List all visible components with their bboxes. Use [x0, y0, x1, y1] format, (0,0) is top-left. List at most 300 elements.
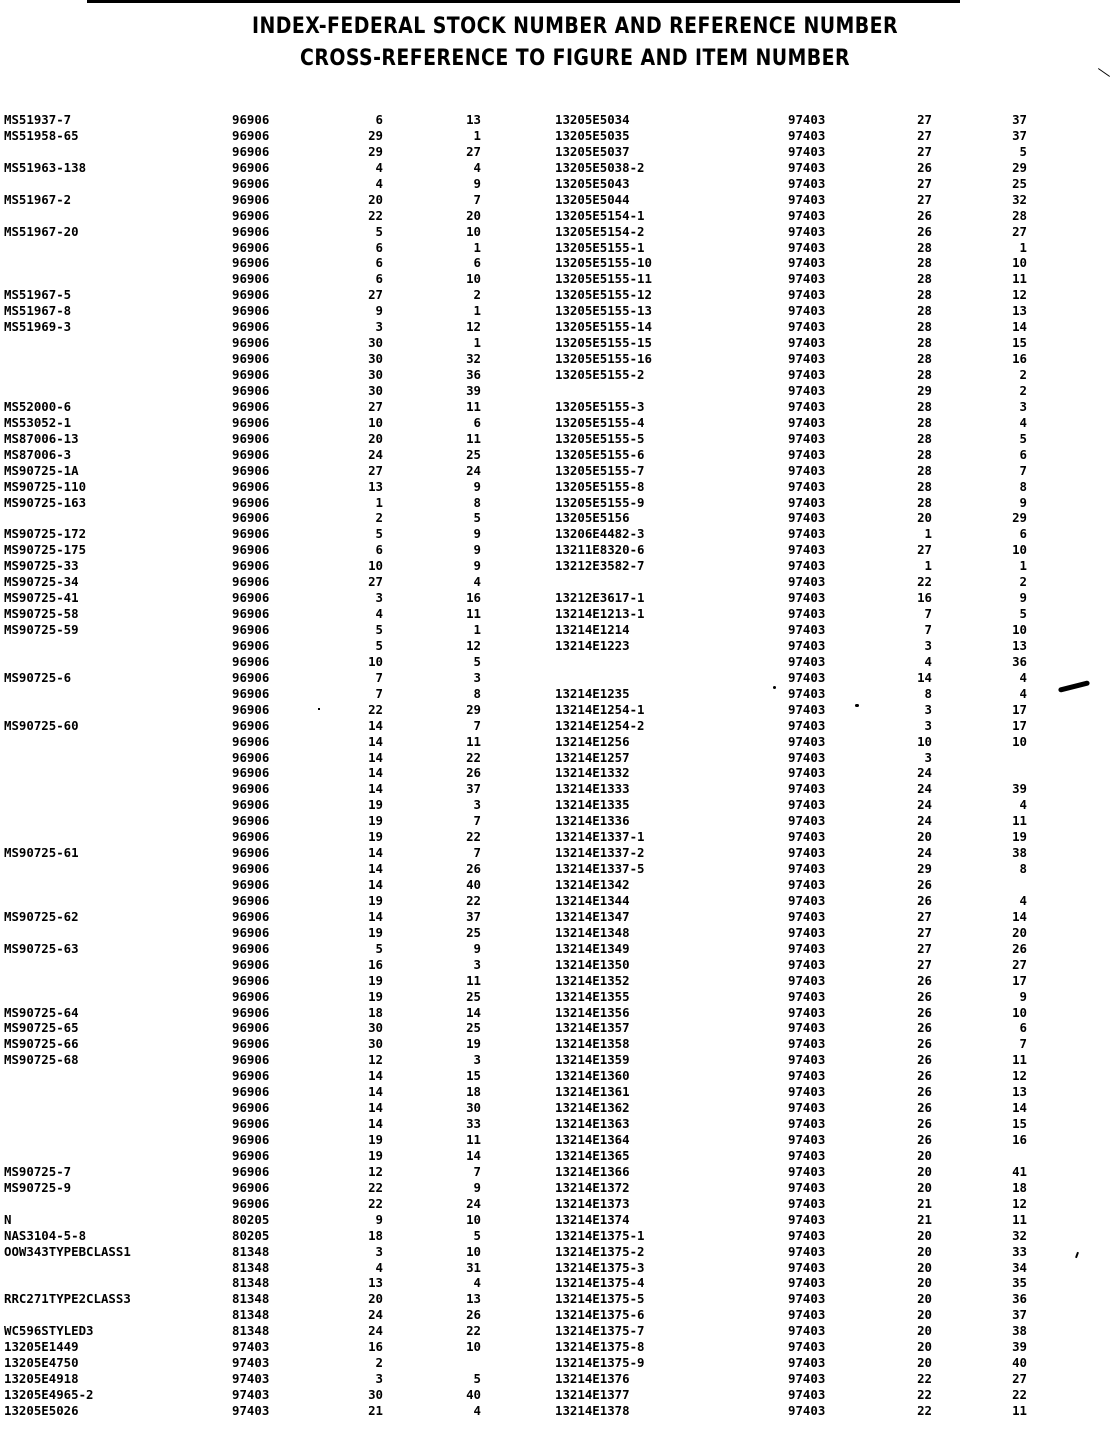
item-number-cell: 4	[1019, 685, 1027, 701]
table-row	[0, 224, 540, 240]
table-row	[0, 734, 540, 750]
figure-number-cell: 27	[917, 143, 932, 159]
reference-number-cell: 13205E5155-12	[555, 287, 652, 303]
figure-number-cell: 27	[917, 112, 932, 127]
figure-number-cell: 14	[368, 1116, 383, 1132]
reference-number-cell: MS90725-7	[4, 1163, 72, 1179]
fscm-code-cell: 96906	[232, 271, 270, 287]
item-number-cell: 4	[1019, 669, 1027, 685]
fscm-code-cell: 96906	[232, 414, 270, 430]
reference-number-cell: 13214E1378	[555, 1402, 630, 1418]
item-number-cell: 40	[466, 877, 481, 892]
table-row	[552, 1036, 1107, 1052]
table-row	[552, 1387, 1107, 1403]
table-row	[0, 1387, 540, 1403]
fscm-code-cell: 80205	[232, 1227, 270, 1243]
fscm-code-cell: 96906	[232, 367, 270, 382]
table-row	[0, 1148, 540, 1164]
fscm-code-cell: 97403	[232, 1402, 270, 1418]
figure-number-cell: 19	[368, 988, 383, 1004]
item-number-cell: 25	[466, 446, 481, 462]
figure-number-cell: 27	[917, 924, 932, 940]
table-row	[0, 1036, 540, 1052]
item-number-cell: 13	[1012, 1084, 1027, 1100]
fscm-code-cell: 97403	[788, 1179, 826, 1195]
table-row	[0, 510, 540, 526]
figure-number-cell: 3	[375, 1243, 383, 1259]
item-number-cell: 14	[1012, 1100, 1027, 1116]
table-row	[552, 255, 1107, 271]
table-row	[552, 415, 1107, 431]
figure-number-cell: 14	[917, 669, 932, 685]
reference-number-cell: 13214E1361	[555, 1084, 630, 1100]
figure-number-cell: 30	[368, 351, 383, 367]
fscm-code-cell: 96906	[232, 1195, 270, 1211]
figure-number-cell: 26	[917, 223, 932, 239]
item-number-cell: 1	[1019, 558, 1027, 574]
reference-number-cell: MS90725-110	[4, 478, 87, 494]
table-row	[0, 1164, 540, 1180]
fscm-code-cell: 97403	[788, 1402, 826, 1418]
figure-number-cell: 18	[368, 1227, 383, 1243]
fscm-code-cell: 96906	[232, 1163, 270, 1179]
item-number-cell: 40	[466, 1387, 481, 1402]
figure-number-cell: 16	[368, 1339, 383, 1355]
fscm-code-cell: 97403	[788, 255, 826, 271]
fscm-code-cell: 97403	[788, 335, 826, 351]
table-row	[552, 160, 1107, 176]
item-number-cell: 18	[1012, 1179, 1027, 1195]
figure-number-cell: 5	[375, 637, 383, 653]
fscm-code-cell: 97403	[788, 1036, 826, 1052]
fscm-code-cell: 97403	[788, 622, 826, 637]
table-row	[0, 813, 540, 829]
figure-number-cell: 27	[917, 542, 932, 558]
figure-number-cell: 29	[368, 127, 383, 143]
table-row	[0, 1275, 540, 1291]
reference-number-cell: 13214E1337-2	[555, 845, 645, 861]
figure-number-cell: 1	[924, 558, 932, 574]
table-row	[552, 702, 1107, 718]
figure-number-cell: 20	[917, 829, 932, 845]
fscm-code-cell: 96906	[232, 1020, 270, 1036]
figure-number-cell: 28	[917, 239, 932, 255]
item-number-cell: 14	[1012, 319, 1027, 335]
fscm-code-cell: 96906	[232, 1052, 270, 1068]
reference-number-cell: 13205E5038-2	[555, 159, 645, 175]
reference-number-cell: 13205E5156	[555, 510, 630, 526]
item-number-cell: 4	[473, 1402, 481, 1418]
reference-number-cell: 13205E5155-6	[555, 446, 645, 462]
figure-number-cell: 27	[917, 908, 932, 924]
fscm-code-cell: 81348	[232, 1291, 270, 1307]
item-number-cell: 10	[1012, 1004, 1027, 1020]
item-number-cell: 6	[1019, 1020, 1027, 1036]
figure-number-cell: 14	[368, 717, 383, 733]
fscm-code-cell: 96906	[232, 845, 270, 861]
fscm-code-cell: 96906	[232, 1084, 270, 1100]
table-row	[552, 208, 1107, 224]
table-row	[0, 718, 540, 734]
reference-number-cell: 13205E5155-7	[555, 462, 645, 478]
item-number-cell: 3	[473, 1052, 481, 1068]
item-number-cell: 39	[1012, 781, 1027, 797]
figure-number-cell: 20	[917, 1355, 932, 1371]
table-row	[552, 861, 1107, 877]
fscm-code-cell: 97403	[788, 223, 826, 239]
fscm-code-cell: 97403	[788, 988, 826, 1004]
fscm-code-cell: 96906	[232, 175, 270, 191]
item-number-cell: 25	[466, 1020, 481, 1036]
figure-number-cell: 26	[917, 1052, 932, 1068]
figure-number-cell: 13	[368, 1275, 383, 1291]
reference-number-cell: 13205E5155-3	[555, 398, 645, 414]
figure-number-cell: 14	[368, 845, 383, 861]
fscm-code-cell: 97403	[788, 1371, 826, 1387]
fscm-code-cell: 96906	[232, 717, 270, 733]
item-number-cell: 9	[473, 175, 481, 191]
item-number-cell: 5	[473, 1371, 481, 1387]
fscm-code-cell: 97403	[788, 1259, 826, 1275]
figure-number-cell: 26	[917, 892, 932, 908]
item-number-cell: 4	[1019, 414, 1027, 430]
figure-number-cell: 14	[368, 861, 383, 877]
fscm-code-cell: 96906	[232, 765, 270, 781]
figure-number-cell: 24	[368, 1307, 383, 1323]
fscm-code-cell: 96906	[232, 749, 270, 765]
reference-number-cell: 13214E1235	[555, 685, 630, 701]
fscm-code-cell: 96906	[232, 526, 270, 542]
item-number-cell: 9	[473, 940, 481, 956]
item-number-cell: 5	[473, 653, 481, 669]
fscm-code-cell: 96906	[232, 733, 270, 749]
item-number-cell: 1	[473, 622, 481, 637]
table-row	[0, 670, 540, 686]
item-number-cell: 27	[1012, 956, 1027, 972]
item-number-cell: 16	[1012, 351, 1027, 367]
fscm-code-cell: 81348	[232, 1323, 270, 1339]
table-row	[0, 622, 540, 638]
table-row	[552, 734, 1107, 750]
table-row	[552, 447, 1107, 463]
figure-number-cell: 14	[368, 1068, 383, 1084]
reference-number-cell: 13214E1342	[555, 877, 630, 892]
figure-number-cell: 14	[368, 749, 383, 765]
reference-number-cell: MS90725-58	[4, 606, 79, 622]
figure-number-cell: 27	[368, 462, 383, 478]
table-row	[552, 303, 1107, 319]
item-number-cell: 4	[473, 574, 481, 590]
fscm-code-cell: 96906	[232, 1116, 270, 1132]
fscm-code-cell: 97403	[788, 845, 826, 861]
figure-number-cell: 3	[924, 749, 932, 765]
reference-number-cell: MS51969-3	[4, 319, 72, 335]
figure-number-cell: 19	[368, 797, 383, 813]
reference-number-cell: 13214E1223	[555, 637, 630, 653]
reference-number-cell: MS51967-5	[4, 287, 72, 303]
figure-number-cell: 19	[368, 1132, 383, 1147]
table-row	[552, 1403, 1107, 1419]
reference-number-cell: 13205E5155-5	[555, 430, 645, 446]
fscm-code-cell: 97403	[788, 1195, 826, 1211]
reference-number-cell: 13214E1336	[555, 813, 630, 829]
fscm-code-cell: 97403	[232, 1339, 270, 1355]
reference-number-cell: 13214E1358	[555, 1036, 630, 1052]
reference-number-cell: MS87006-13	[4, 430, 79, 446]
fscm-code-cell: 97403	[788, 1355, 826, 1371]
scan-speck	[318, 708, 320, 710]
table-row	[0, 1371, 540, 1387]
figure-number-cell: 13	[368, 478, 383, 494]
item-number-cell: 8	[1019, 478, 1027, 494]
reference-number-cell: MS53052-1	[4, 414, 72, 430]
item-number-cell: 1	[473, 127, 481, 143]
figure-number-cell: 16	[368, 956, 383, 972]
table-row	[0, 1100, 540, 1116]
reference-number-cell: MS90725-34	[4, 574, 79, 590]
table-row	[0, 1132, 540, 1148]
item-number-cell: 40	[1012, 1355, 1027, 1371]
fscm-code-cell: 97403	[232, 1387, 270, 1402]
figure-number-cell: 6	[375, 112, 383, 127]
figure-number-cell: 26	[917, 972, 932, 988]
figure-number-cell: 26	[917, 1068, 932, 1084]
fscm-code-cell: 97403	[788, 908, 826, 924]
item-number-cell: 3	[1019, 398, 1027, 414]
table-row	[0, 383, 540, 399]
fscm-code-cell: 97403	[788, 877, 826, 892]
fscm-code-cell: 96906	[232, 781, 270, 797]
reference-number-cell: 13214E1356	[555, 1004, 630, 1020]
reference-number-cell: 13214E1375-7	[555, 1323, 645, 1339]
table-row	[0, 558, 540, 574]
table-row	[552, 765, 1107, 781]
table-row	[0, 1291, 540, 1307]
reference-number-cell: 13214E1355	[555, 988, 630, 1004]
table-row	[0, 845, 540, 861]
item-number-cell: 11	[466, 1132, 481, 1147]
figure-number-cell: 4	[375, 606, 383, 622]
fscm-code-cell: 97403	[788, 239, 826, 255]
item-number-cell: 38	[1012, 1323, 1027, 1339]
figure-number-cell: 24	[917, 845, 932, 861]
table-row	[552, 654, 1107, 670]
reference-number-cell: 13214E1366	[555, 1163, 630, 1179]
reference-number-cell: 13214E1349	[555, 940, 630, 956]
reference-number-cell: MS90725-60	[4, 717, 79, 733]
figure-number-cell: 14	[368, 765, 383, 781]
table-row	[552, 144, 1107, 160]
reference-number-cell: 13214E1337-5	[555, 861, 645, 877]
reference-number-cell: 13214E1375-8	[555, 1339, 645, 1355]
figure-number-cell: 28	[917, 446, 932, 462]
fscm-code-cell: 97403	[788, 653, 826, 669]
fscm-code-cell: 96906	[232, 908, 270, 924]
item-number-cell: 24	[466, 1195, 481, 1211]
scan-speck	[1098, 68, 1110, 77]
figure-number-cell: 26	[917, 159, 932, 175]
figure-number-cell: 22	[368, 207, 383, 223]
right-index-table	[552, 112, 1107, 1419]
table-row	[552, 797, 1107, 813]
fscm-code-cell: 97403	[788, 590, 826, 606]
figure-number-cell: 22	[917, 1402, 932, 1418]
item-number-cell: 17	[1012, 701, 1027, 717]
item-number-cell: 25	[466, 988, 481, 1004]
table-row	[552, 1196, 1107, 1212]
item-number-cell: 10	[466, 1339, 481, 1355]
item-number-cell: 4	[1019, 892, 1027, 908]
table-row	[552, 909, 1107, 925]
table-row	[552, 574, 1107, 590]
table-row	[552, 670, 1107, 686]
figure-number-cell: 26	[917, 1116, 932, 1132]
fscm-code-cell: 96906	[232, 637, 270, 653]
reference-number-cell: 13214E1375-9	[555, 1355, 645, 1371]
fscm-code-cell: 97403	[788, 685, 826, 701]
figure-number-cell: 28	[917, 335, 932, 351]
table-row	[0, 415, 540, 431]
item-number-cell: 13	[1012, 303, 1027, 319]
item-number-cell: 10	[466, 1243, 481, 1259]
fscm-code-cell: 96906	[232, 207, 270, 223]
table-row	[0, 319, 540, 335]
reference-number-cell: 13214E1375-3	[555, 1259, 645, 1275]
table-row	[552, 1291, 1107, 1307]
reference-number-cell: 13214E1335	[555, 797, 630, 813]
table-row	[0, 797, 540, 813]
reference-number-cell: MS90725-68	[4, 1052, 79, 1068]
figure-number-cell: 20	[917, 510, 932, 526]
reference-number-cell: MS90725-33	[4, 558, 79, 574]
reference-number-cell: MS90725-172	[4, 526, 87, 542]
reference-number-cell: MS51967-2	[4, 191, 72, 207]
figure-number-cell: 22	[368, 701, 383, 717]
title-line-2: CROSS-REFERENCE TO FIGURE AND ITEM NUMBER	[300, 46, 850, 71]
figure-number-cell: 28	[917, 398, 932, 414]
table-row	[552, 1260, 1107, 1276]
figure-number-cell: 26	[917, 988, 932, 1004]
table-row	[0, 367, 540, 383]
figure-number-cell: 10	[368, 414, 383, 430]
item-number-cell: 32	[466, 351, 481, 367]
table-row	[552, 1339, 1107, 1355]
table-row	[0, 781, 540, 797]
item-number-cell: 3	[473, 956, 481, 972]
fscm-code-cell: 97403	[788, 733, 826, 749]
item-number-cell: 9	[473, 542, 481, 558]
item-number-cell: 22	[466, 749, 481, 765]
table-row	[552, 431, 1107, 447]
figure-number-cell: 14	[368, 877, 383, 892]
fscm-code-cell: 97403	[788, 367, 826, 382]
reference-number-cell: MS51967-8	[4, 303, 72, 319]
item-number-cell: 16	[466, 590, 481, 606]
figure-number-cell: 10	[368, 558, 383, 574]
fscm-code-cell: 97403	[788, 462, 826, 478]
reference-number-cell: 13214E1375-1	[555, 1227, 645, 1243]
figure-number-cell: 2	[375, 1355, 383, 1371]
figure-number-cell: 24	[368, 1323, 383, 1339]
item-number-cell: 11	[1012, 1402, 1027, 1418]
fscm-code-cell: 96906	[232, 478, 270, 494]
figure-number-cell: 26	[917, 1100, 932, 1116]
table-row	[0, 495, 540, 511]
reference-number-cell: 13211E8320-6	[555, 542, 645, 558]
table-row	[0, 638, 540, 654]
item-number-cell: 9	[1019, 988, 1027, 1004]
fscm-code-cell: 96906	[232, 988, 270, 1004]
item-number-cell: 11	[1012, 1211, 1027, 1227]
figure-number-cell: 30	[368, 1036, 383, 1052]
reference-number-cell: 13205E5155-15	[555, 335, 652, 351]
figure-number-cell: 20	[917, 1323, 932, 1339]
fscm-code-cell: 97403	[788, 494, 826, 510]
table-row	[552, 957, 1107, 973]
figure-number-cell: 6	[375, 255, 383, 271]
reference-number-cell: 13214E1357	[555, 1020, 630, 1036]
item-number-cell: 37	[1012, 112, 1027, 127]
item-number-cell: 24	[466, 462, 481, 478]
item-number-cell: 9	[473, 558, 481, 574]
table-row	[552, 240, 1107, 256]
item-number-cell: 25	[466, 924, 481, 940]
table-row	[0, 287, 540, 303]
item-number-cell: 37	[1012, 1307, 1027, 1323]
fscm-code-cell: 96906	[232, 1004, 270, 1020]
reference-number-cell: 13212E3617-1	[555, 590, 645, 606]
item-number-cell: 7	[473, 813, 481, 829]
fscm-code-cell: 97403	[788, 1163, 826, 1179]
figure-number-cell: 29	[917, 861, 932, 877]
item-number-cell: 27	[1012, 223, 1027, 239]
table-row	[552, 1052, 1107, 1068]
figure-number-cell: 22	[917, 1371, 932, 1387]
item-number-cell: 18	[466, 1084, 481, 1100]
table-row	[0, 176, 540, 192]
reference-number-cell: 13214E1376	[555, 1371, 630, 1387]
figure-number-cell: 22	[917, 1387, 932, 1402]
reference-number-cell: MS90725-65	[4, 1020, 79, 1036]
item-number-cell: 9	[473, 1179, 481, 1195]
table-row	[552, 224, 1107, 240]
figure-number-cell: 19	[368, 813, 383, 829]
fscm-code-cell: 97403	[788, 940, 826, 956]
item-number-cell: 10	[466, 223, 481, 239]
fscm-code-cell: 96906	[232, 861, 270, 877]
table-row	[0, 1196, 540, 1212]
figure-number-cell: 30	[368, 1020, 383, 1036]
figure-number-cell: 7	[375, 669, 383, 685]
top-rule	[87, 0, 960, 3]
fscm-code-cell: 97403	[788, 749, 826, 765]
table-row	[0, 192, 540, 208]
figure-number-cell: 19	[368, 829, 383, 845]
table-row	[0, 702, 540, 718]
figure-number-cell: 27	[917, 191, 932, 207]
table-row	[0, 909, 540, 925]
item-number-cell: 7	[473, 717, 481, 733]
reference-number-cell: 13214E1373	[555, 1195, 630, 1211]
fscm-code-cell: 97403	[788, 558, 826, 574]
item-number-cell: 11	[1012, 1052, 1027, 1068]
item-number-cell: 14	[466, 1004, 481, 1020]
fscm-code-cell: 97403	[788, 1116, 826, 1132]
figure-number-cell: 30	[368, 382, 383, 398]
fscm-code-cell: 97403	[788, 797, 826, 813]
fscm-code-cell: 97403	[788, 175, 826, 191]
figure-number-cell: 26	[917, 207, 932, 223]
